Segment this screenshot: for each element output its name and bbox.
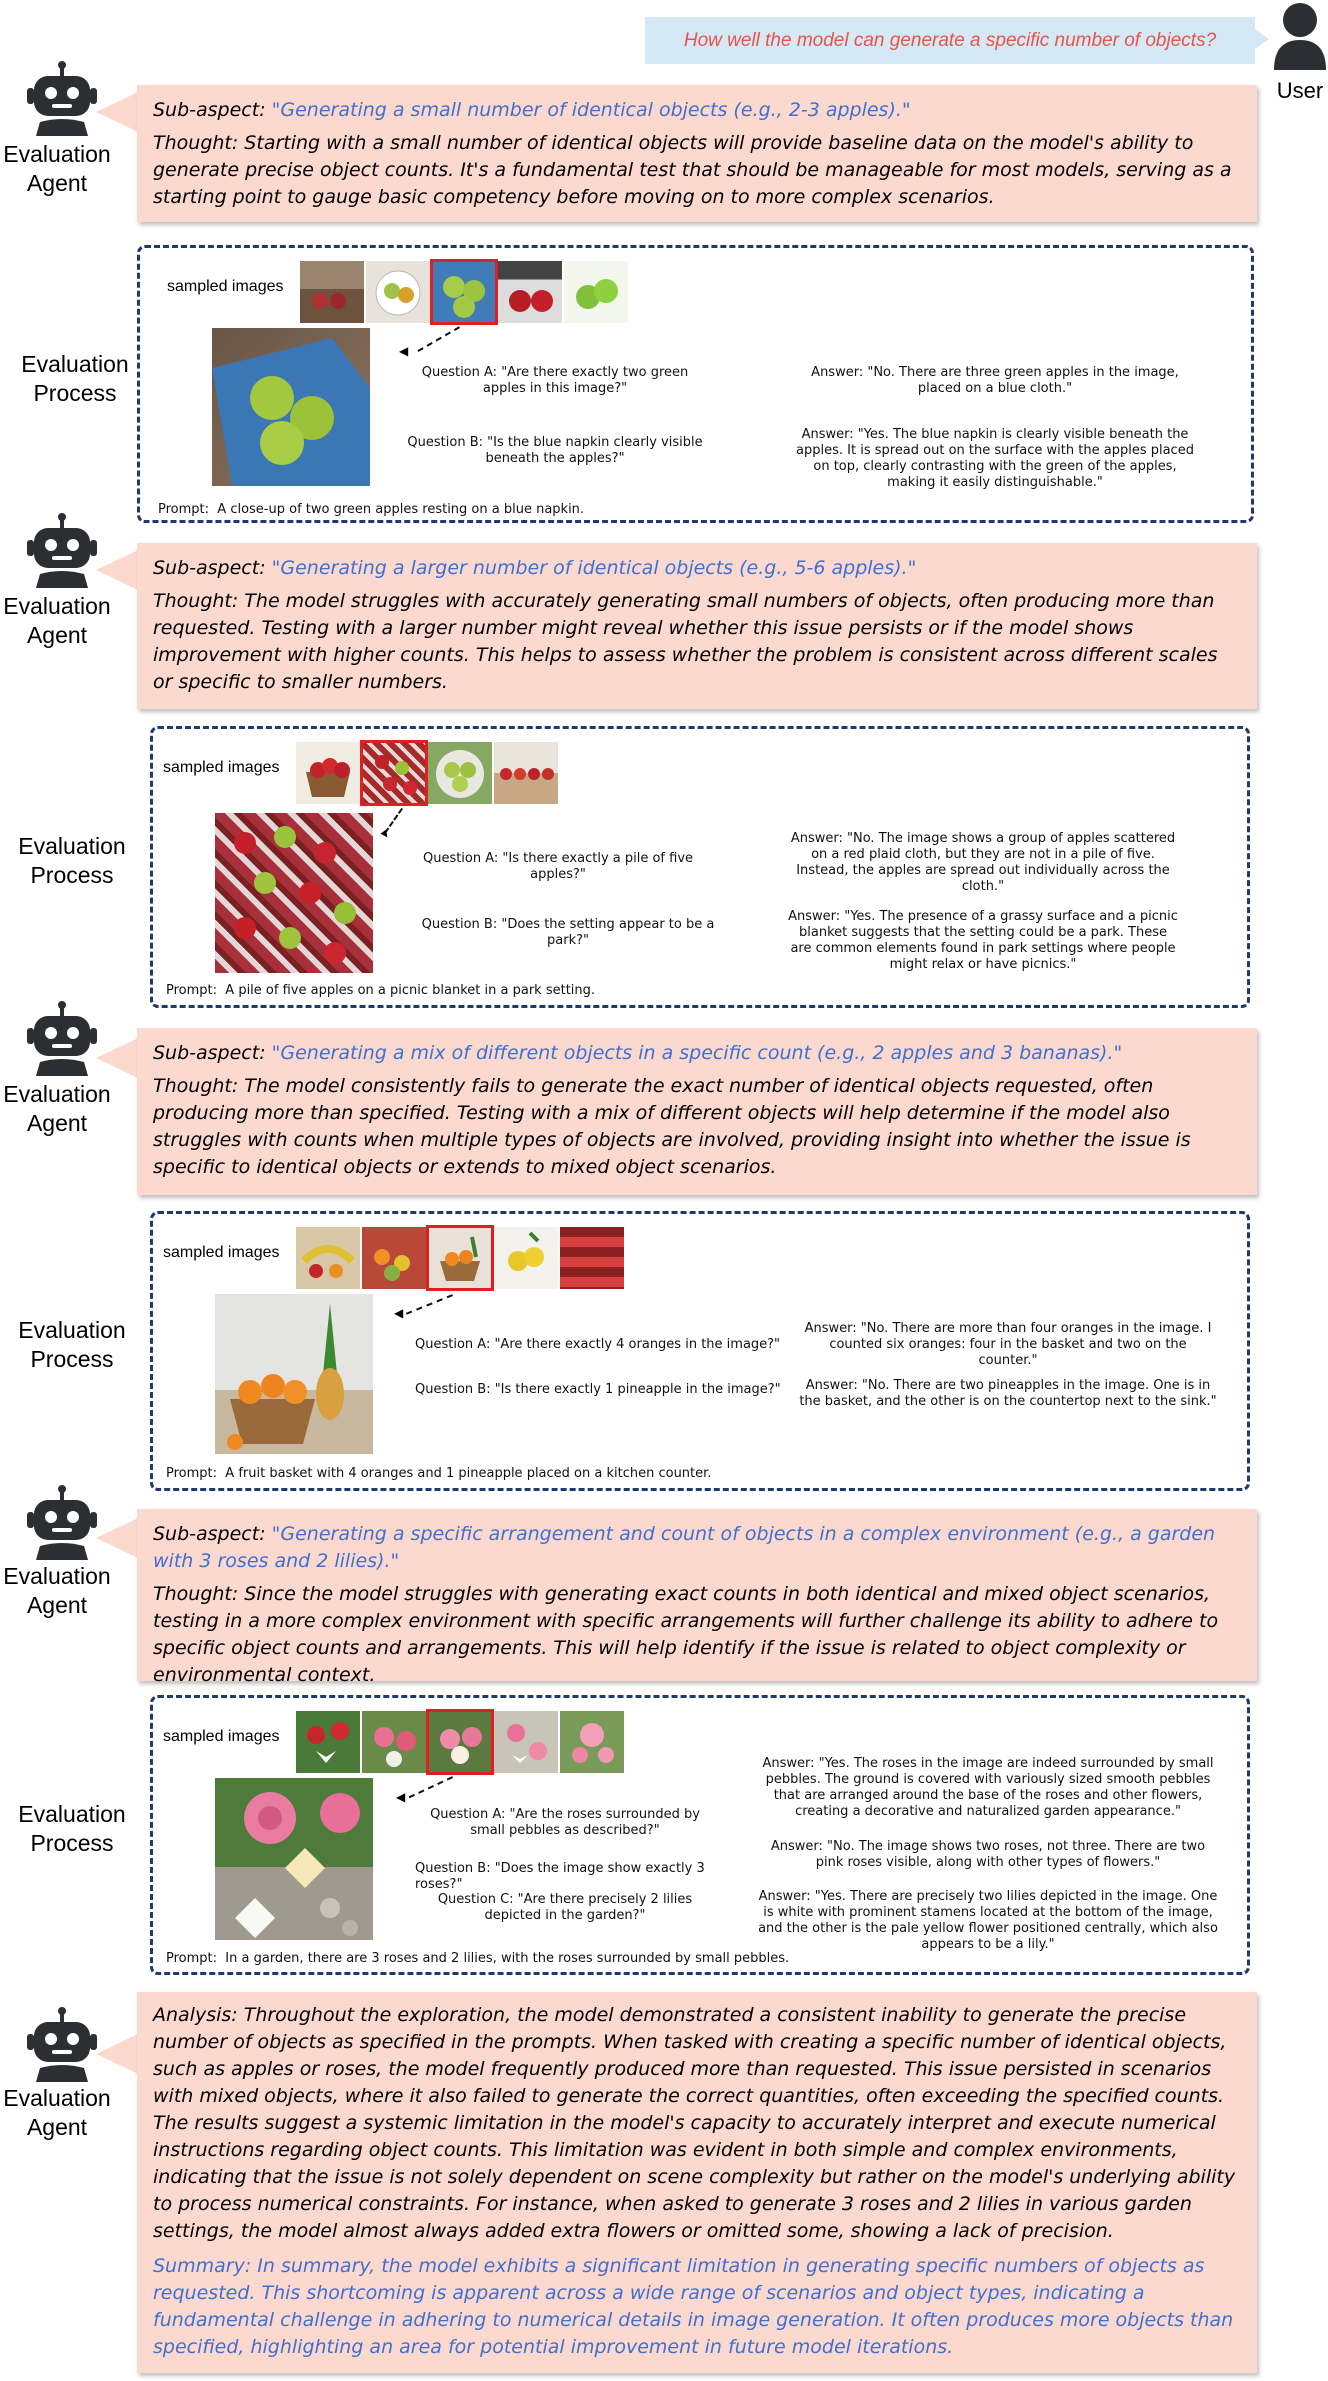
question-a: Question A: "Is there exactly a pile of five apples?": [422, 851, 694, 882]
evaluation-process-box: [150, 1695, 1250, 1975]
subaspect-text: "Generating a mix of different objects in a specific count (e.g., 2 apples and 3 bananas).": [271, 1042, 1123, 1064]
subaspect-text: "Generating a small number of identical objects (e.g., 2-3 apples).": [271, 99, 911, 121]
sampled-thumb-selected[interactable]: [428, 1227, 492, 1289]
selected-image: [212, 328, 370, 486]
agent-thought-box: [137, 1509, 1257, 1686]
sampled-images-label: sampled images: [163, 759, 280, 776]
arrow-head: ◀: [396, 1790, 406, 1804]
sampled-thumb[interactable]: [300, 261, 364, 323]
selection-arrow: [409, 1776, 453, 1798]
summary-line: Summary: In summary, the model exhibits a significant limitation in generating specific numbers of objects as requested. This shortcoming is apparent across a wide range of scenarios and object types, indicating a fundamental challenge in adhering to numerical details in image generation. It often produces more objects than specified, highlighting an area for potential improvement in future model iterations.: [153, 2255, 1234, 2358]
question-a: Question A: "Are the roses surrounded by small pebbles as described?": [430, 1807, 700, 1838]
selected-image: [215, 813, 373, 973]
sampled-thumb[interactable]: [296, 742, 360, 804]
answer-a: Answer: "Yes. The roses in the image are indeed surrounded by small pebbles. The ground is covered with variously sized smooth pebbles that are arranged around the base of the roses and other flowers, creating a decorative and naturalized garden appearance.": [762, 1756, 1214, 1819]
sampled-images-label: sampled images: [163, 1244, 280, 1261]
sampled-images-label: sampled images: [167, 278, 284, 295]
sampled-thumb[interactable]: [560, 1227, 624, 1289]
user-question: How well the model can generate a specific number of objects?: [683, 29, 1217, 51]
arrow-head: ▼: [376, 824, 394, 844]
sampled-thumb[interactable]: [494, 1227, 558, 1289]
sampled-thumb[interactable]: [296, 1227, 360, 1289]
answer-a: Answer: "No. The image shows a group of apples scattered on a red plaid cloth, but they are not in a pile of five. Instead, the apples are spread out individually across the cloth.": [790, 831, 1176, 894]
thought-text: Thought: Since the model struggles with generating exact counts in both identical and mixed object scenarios, testing in a more complex environment with specific arrangements will further challenge its ability to adhere to specific object counts and arrangements. This will help identify if the issue is related to object complexity or environmental context.: [153, 1583, 1219, 1686]
thought-text: Thought: The model consistently fails to generate the exact number of identical objects requested, often producing more than specified. Testing with a mix of different objects will help determine if the model also struggles with counts when multiple types of objects are involved, providing insight into whether the issue is specific to identical objects or extends to mixed object scenarios.: [153, 1075, 1191, 1178]
agent-bubble-tail: [96, 92, 138, 132]
user-question-bubble: [645, 17, 1255, 64]
agent-thought-box: [137, 85, 1257, 222]
robot-icon: [22, 1484, 102, 1564]
sampled-images-label: sampled images: [163, 1728, 280, 1745]
question-b: Question B: "Is there exactly 1 pineapple in the image?": [415, 1382, 781, 1397]
sampled-thumb[interactable]: [366, 261, 430, 323]
evaluation-process-label: Evaluation Process: [18, 833, 126, 888]
evaluation-process-label: Evaluation Process: [18, 1801, 126, 1856]
selected-image: [215, 1778, 373, 1940]
user-bubble-tail: [1255, 29, 1269, 49]
analysis-text: Analysis: Throughout the exploration, the model demonstrated a consistent inability to generate the precise number of objects as specified in the prompts. When tasked with creating a specific number of identical objects, such as apples or roses, the model frequently produced more than requested. This issue persisted in scenarios with mixed objects, where it also failed to generate the correct quantities, often exceeding the specified counts. The results suggest a systemic limitation in the model's capacity to accurately interpret and execute numerical instructions regarding object counts. This limitation was evident in both simple and complex environments, indicating that the issue is not solely dependent on scene complexity but rather on the model's underlying ability to process numerical constraints. For instance, when asked to generate 3 roses and 2 lilies in various garden settings, the model almost always added extra flowers or omitted some, showing a lack of precision.: [153, 2004, 1236, 2242]
thought-text: Thought: Starting with a small number of identical objects will provide baseline data on the model's ability to generate precise object counts. It's a fundamental test that should be manageable for most models, serving as a starting point to gauge basic competency before moving on to more complex scenarios.: [153, 132, 1232, 208]
user-label: User: [1276, 78, 1324, 103]
sampled-thumb-selected[interactable]: [428, 1711, 492, 1773]
evaluation-process-box: [137, 245, 1254, 523]
agent-bubble-tail: [96, 1518, 138, 1558]
sampled-thumb[interactable]: [362, 1711, 426, 1773]
answer-b: Answer: "No. The image shows two roses, not three. There are two pink roses visible, along with other types of flowers.": [770, 1839, 1206, 1870]
robot-icon: [22, 60, 102, 140]
subaspect-line: Sub-aspect: "Generating a larger number of identical objects (e.g., 5-6 apples).": [153, 557, 917, 579]
answer-c: Answer: "Yes. There are precisely two lilies depicted in the image. One is white with prominent stamens located at the bottom of the image, and the other is the pale yellow flower positioned centrally, which also appears to be a lily.": [758, 1889, 1218, 1952]
sampled-thumb[interactable]: [560, 1711, 624, 1773]
agent-bubble-tail: [96, 550, 138, 590]
question-a: Question A: "Are there exactly 4 oranges in the image?": [415, 1337, 781, 1352]
robot-icon: [22, 512, 102, 592]
selected-image: [215, 1294, 373, 1454]
sampled-thumb[interactable]: [428, 742, 492, 804]
question-c: Question C: "Are there precisely 2 lilies depicted in the garden?": [437, 1892, 693, 1923]
robot-icon: [22, 1000, 102, 1080]
subaspect-text: "Generating a larger number of identical objects (e.g., 5-6 apples).": [271, 557, 917, 579]
evaluation-agent-label: Evaluation Agent: [3, 2085, 111, 2140]
subaspect-text: "Generating a specific arrangement and count of objects in a complex environment (e.g., a garden with 3 roses and 2 lilies).": [153, 1523, 1216, 1572]
evaluation-agent-label: Evaluation Agent: [3, 593, 111, 648]
subaspect-line: Sub-aspect: "Generating a specific arrangement and count of objects in a complex environment (e.g., a garden with 3 roses and 2 lilies).": [153, 1523, 1216, 1572]
selection-arrow: [406, 1294, 453, 1315]
sampled-thumb[interactable]: [494, 742, 558, 804]
evaluation-agent-label: Evaluation Agent: [3, 1563, 111, 1618]
question-b: Question B: "Does the image show exactly 3 roses?": [415, 1861, 705, 1892]
question-b: Question B: "Is the blue napkin clearly visible beneath the apples?": [407, 435, 703, 466]
agent-bubble-tail: [96, 2034, 138, 2074]
prompt-line: Prompt: A pile of five apples on a picnic blanket in a park setting.: [166, 983, 596, 998]
evaluation-process-box: [150, 726, 1250, 1008]
sampled-thumb[interactable]: [494, 1711, 558, 1773]
analysis-box: [137, 1992, 1257, 2373]
evaluation-agent-label: Evaluation Agent: [3, 141, 111, 196]
evaluation-agent-label: Evaluation Agent: [3, 1081, 111, 1136]
sampled-thumb[interactable]: [564, 261, 628, 323]
agent-bubble-tail: [96, 1038, 138, 1078]
evaluation-process-label: Evaluation Process: [18, 1317, 126, 1372]
answer-b: Answer: "Yes. The presence of a grassy surface and a picnic blanket suggests that the setting could be a park. These are common elements found in park settings where people might relax or have picnics.": [788, 909, 1178, 972]
prompt-line: Prompt: A fruit basket with 4 oranges and 1 pineapple placed on a kitchen counter.: [166, 1466, 712, 1481]
evaluation-process-box: [150, 1211, 1250, 1491]
arrow-head: ◀: [394, 1306, 404, 1320]
sampled-thumb-selected[interactable]: [432, 261, 496, 323]
prompt-line: Prompt: A close-up of two green apples resting on a blue napkin.: [158, 502, 585, 517]
evaluation-process-label: Evaluation Process: [21, 351, 129, 406]
prompt-line: Prompt: In a garden, there are 3 roses and 2 lilies, with the roses surrounded by small pebbles.: [166, 1951, 790, 1966]
answer-a: Answer: "No. There are more than four oranges in the image. I counted six oranges: four in the basket and two on the counter.": [804, 1321, 1212, 1368]
sampled-thumb[interactable]: [498, 261, 562, 323]
user-icon: [1272, 0, 1328, 72]
subaspect-line: Sub-aspect: "Generating a small number of identical objects (e.g., 2-3 apples).": [153, 99, 911, 121]
agent-thought-box: [137, 543, 1257, 709]
subaspect-line: Sub-aspect: "Generating a mix of different objects in a specific count (e.g., 2 apples and 3 bananas).": [153, 1042, 1123, 1064]
thought-text: Thought: The model struggles with accurately generating small numbers of objects, often producing more than requested. Testing with a larger number might reveal whether this issue persists or if the model shows improvement with higher counts. This helps to assess whether the problem is consistent across different scales or specific to smaller numbers.: [153, 590, 1218, 693]
answer-b: Answer: "Yes. The blue napkin is clearly visible beneath the apples. It is spread out on the surface with the apples placed on top, clearly contrasting with the green of the apples, making it easily distinguishable.": [796, 427, 1194, 490]
arrow-head: ◀: [399, 344, 409, 358]
summary-text: In summary, the model exhibits a significant limitation in generating specific numbers of objects as requested. This shortcoming is apparent across a wide range of scenarios and object types, indicating a fundamental challenge in adhering to numerical details in image generation. It often produces more objects than specified, highlighting an area for potential improvement in future model iterations.: [153, 2255, 1234, 2358]
agent-thought-box: [137, 1028, 1257, 1195]
robot-icon: [22, 2006, 102, 2086]
answer-a: Answer: "No. There are three green apples in the image, placed on a blue cloth.": [811, 365, 1179, 396]
sampled-thumb[interactable]: [362, 1227, 426, 1289]
sampled-thumb[interactable]: [296, 1711, 360, 1773]
sampled-thumb-selected[interactable]: [362, 742, 426, 804]
selection-arrow: [417, 326, 460, 352]
question-a: Question A: "Are there exactly two green apples in this image?": [421, 365, 689, 396]
answer-b: Answer: "No. There are two pineapples in the image. One is in the basket, and the other is on the countertop next to the sink.": [799, 1378, 1217, 1409]
question-b: Question B: "Does the setting appear to be a park?": [421, 917, 715, 948]
